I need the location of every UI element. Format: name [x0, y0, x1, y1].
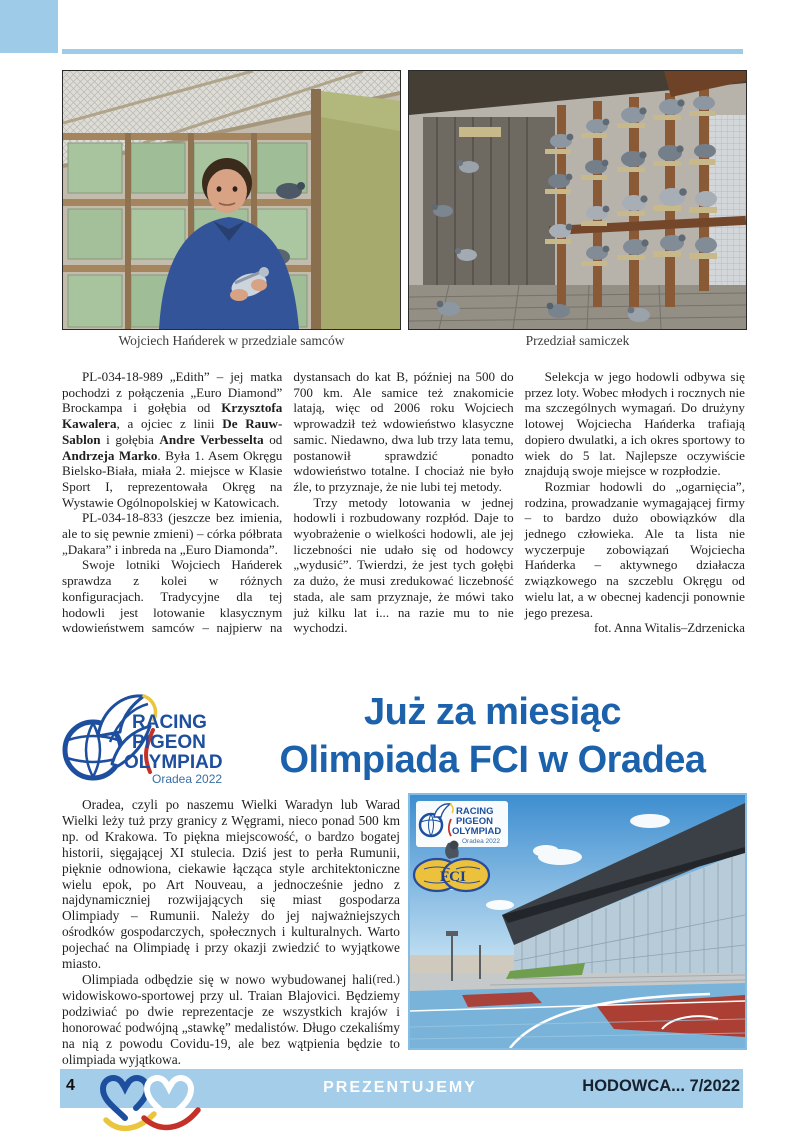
- article-paragraph: PL-034-18-989 „Edith” – jej matka pochodzi z połączenia „Euro Diamond” Brockampa i gołębia od Krzysztofa Kawalera, a ojciec z linii De Rauw-Sablon i gołębia Andre Verbesselta od Andrzeja Marko. Była 1. Asem Okręgu Bielsko-Biała, miała 2. miejsce w Klasie Sport I, reprezentowała Okręg na Wystawie Ogólnopolskiej w Katowicach.: [62, 369, 283, 510]
- photo-male-compartment: [62, 70, 401, 330]
- breeder-name: Krzysztofa Kawalera: [62, 400, 283, 432]
- article-body: [62, 369, 745, 637]
- headline-line2: Olimpiada FCI w Oradea: [279, 739, 706, 781]
- article-paragraph: Selekcja w jego hodowli odbywa się przez loty. Wobec młodych i rocznych nie ma szczególnych wymagań. Do drużyny lotowej Wojciecha Hańderka trafiają dopiero dwulatki, a ich okres sportowy to wiek do 5 lat. Najlepsze oczywiście znajdują swoje miejsce w rozpłodzie.: [524, 369, 745, 479]
- svg-text:RACING: RACING: [456, 806, 494, 817]
- article-text: PL-034-18-989 „Edith” – jej matka pochodzi z połączenia „Euro Diamond” Brockampa i gołębia od: [62, 369, 283, 416]
- breeder-name: Andrzeja Marko: [62, 447, 158, 463]
- header-rule: [62, 49, 743, 54]
- olympiad-logo-graphic: [60, 686, 238, 788]
- pigeon-name: Andre Verbesselta: [159, 431, 264, 447]
- sports-hall-illustration: [410, 795, 745, 1048]
- oradea-article: [62, 797, 400, 1067]
- article-paragraph: Oradea, czyli po naszemu Wielki Waradyn lub Warad Wielki leży tuż przy granicy z Węgrami, nieco ponad 500 km np. od Krakowa. To piękna miejscowość, o bardzo bogatej historii, sięgającej XI stulecia. Dziś jest to perła Rumunii, pięknie odnowiona, ciekawie łącząca style architektoniczne wielu epok, po Art Nouveau, a jednocześnie jedno z najdynamiczniej rozwijających się miast gospodarza Olimpiady – Rumunii. Należy do jej najważniejszych ośrodków gospodarczych, społecznych i kulturalnych. Warto pojechać na Olimpiadę i przy okazji zwiedzić to wyjątkowe miasto.: [62, 797, 400, 972]
- article-paragraph: PL-034-18-833 (jeszcze bez imienia, ale to się pewnie zmieni) – córka półbrata „Dakara” i inbreda na „Euro Diamonda”.: [62, 510, 283, 557]
- logo-word-olympiad: OLYMPIAD: [124, 752, 223, 773]
- footer-section-label: PREZENTUJEMY: [323, 1079, 477, 1096]
- pigeon-loft-illustration: [409, 71, 746, 329]
- banner-headline: [240, 688, 745, 784]
- hearts-logo: [92, 1070, 210, 1136]
- photo-caption-left: Wojciech Hańderek w przedziale samców: [118, 333, 345, 348]
- logo-word-racing: RACING: [132, 712, 207, 733]
- footer-issue-label: HODOWCA... 7/2022: [582, 1077, 740, 1095]
- photo-female-compartment: [408, 70, 747, 330]
- photo-caption-right: Przedział samiczek: [525, 333, 630, 348]
- bloodline-name: De Rauw-Sablon: [62, 416, 283, 447]
- svg-text:Oradea 2022: Oradea 2022: [462, 838, 500, 845]
- article-paragraph: Trzy metody lotowania w jednej hodowli i rozbudowany rozpłód. Daje to wyobrażenie o wielkości hodowli, ale jej liczebności nie udało się od hodowcy „wydusić”. Twierdzi, że jest tych gołębi za dużo, że musi zredukować liczebność stada, ale sam przyznaje, że mówi tako już kilku lat i... na razie mu to nie wychodzi.: [293, 494, 514, 636]
- header-corner-block: [0, 0, 58, 53]
- fci-label: FCI: [440, 869, 466, 885]
- racing-pigeon-olympiad-logo: [60, 686, 238, 788]
- logo-subtitle: Oradea 2022: [152, 772, 223, 786]
- blue-heart-icon: [103, 1078, 147, 1118]
- photo-overlay-olympiad-logo: [416, 801, 508, 847]
- photo-sports-hall: [408, 793, 747, 1050]
- article-paragraph: Swoje lotniki Wojciech Hańderek sprawdza z kolei w różnych konfiguracjach. Tradycyjne dla tej hodowli jest lotowanie klasycznym wdowieństwem samców – najpierw na dystansach do kat B, później na 500 do 700 km. Ale samice też znakomicie latają, więc od 2006 roku Wojciech wprowadził też wdowieństwo klasyczne samic. Niedawno, dwa lub trzy lata temu, postanowił sprawdzić ponadto wdowieństwo totalne. I chociaż nie było źle, to przyznaje, że nie lubi tej metody.: [62, 369, 514, 636]
- editorial-credit: (red.): [372, 971, 400, 986]
- article-paragraph: [62, 972, 400, 1067]
- white-heart-icon: [147, 1078, 191, 1116]
- svg-text:PIGEON: PIGEON: [456, 816, 493, 827]
- svg-text:OLYMPIAD: OLYMPIAD: [452, 826, 502, 837]
- article-paragraph: Rozmiar hodowli do „ogarnięcia”, rodzina, prowadzanie wymagającej firmy – to bardzo dużo obowiązków dla jednego człowieka. Ale ta lista nie wyczerpuje zobowiązań Wojciecha Hańderka – aktywnego działacza związkowego na szczeblu Okręgu od wielu lat, a w obecnej kadencji ponownie jego prezesa.: [524, 478, 745, 620]
- photo-credit: fot. Anna Witalis–Zdrzenicka: [593, 621, 745, 636]
- logo-word-pigeon: PIGEON: [132, 732, 206, 753]
- page-number: 4: [66, 1077, 75, 1094]
- headline-line1: Już za miesiąc: [363, 691, 622, 733]
- loft-photo-illustration: [63, 71, 400, 329]
- article-text: Olimpiada odbędzie się w nowo wybudowanej hali widowiskowo-sportowej przy ul. Traian Blajovici. Będziemy podziwiać po dwie reprezentacje ze wszystkich krajów i honorować podwójną „stawkę” medalistów. Długo czekaliśmy na nią z powodu Covidu-19, ale bez wątpienia będzie to olimpiada wyjątkowa.: [62, 971, 400, 1067]
